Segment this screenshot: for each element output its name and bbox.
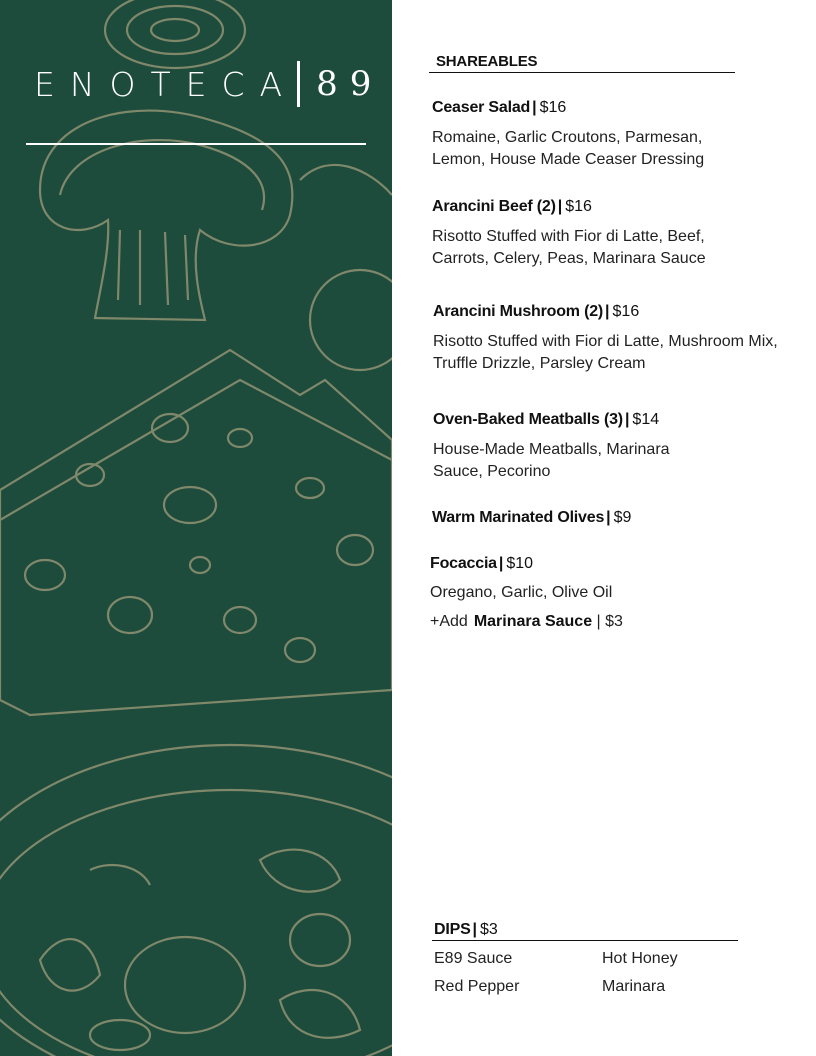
dip-item: E89 Sauce	[434, 950, 513, 967]
dips-name: DIPS	[434, 921, 471, 938]
menu-item	[432, 98, 782, 171]
item-name: Arancini Mushroom (2)	[433, 303, 604, 320]
item-separator: |	[532, 99, 537, 116]
item-price: $10	[506, 555, 534, 572]
dip-item: Red Pepper	[434, 978, 520, 995]
item-title	[430, 554, 780, 574]
food-illustration	[0, 0, 392, 1056]
menu-item	[430, 554, 780, 604]
item-description: Romaine, Garlic Croutons, Parmesan, Lemon, House Made Ceaser Dressing	[432, 129, 705, 168]
item-separator: |	[557, 198, 563, 215]
dip-item: Marinara	[602, 978, 666, 995]
dips-title	[434, 920, 784, 940]
item-title	[432, 508, 782, 528]
item-title	[432, 197, 782, 217]
item-name: Focaccia	[430, 555, 497, 572]
item-separator: |	[606, 509, 611, 526]
dips-price: $3	[480, 921, 498, 938]
brand-logo	[34, 58, 383, 110]
item-name: Warm Marinated Olives	[432, 509, 605, 526]
item-title	[433, 410, 783, 430]
item-name: Oven-Baked Meatballs (3)	[433, 411, 623, 428]
item-separator: |	[605, 303, 610, 320]
item-description: Risotto Stuffed with Fior di Latte, Mushroom Mix, Truffle Drizzle, Parsley Cream	[433, 333, 778, 372]
brand-word: ENOTECA	[34, 64, 298, 104]
decorative-panel	[0, 0, 392, 1056]
menu-item	[433, 302, 783, 375]
brand-number: 89	[316, 64, 384, 104]
dip-item: Hot Honey	[602, 950, 678, 967]
dips-rule	[432, 940, 738, 941]
item-description: House-Made Meatballs, Marinara Sauce, Pecorino	[433, 441, 670, 480]
item-price: $9	[613, 509, 632, 526]
item-price: $16	[539, 99, 567, 116]
brand-divider	[297, 61, 300, 107]
addon-line	[430, 612, 623, 632]
item-separator: |	[624, 411, 630, 428]
item-description: Risotto Stuffed with Fior di Latte, Beef, Carrots, Celery, Peas, Marinara Sauce	[432, 228, 706, 267]
dips-heading	[434, 920, 784, 940]
item-name: Ceaser Salad	[432, 99, 531, 116]
dips-separator: |	[472, 921, 478, 938]
item-price: $16	[565, 198, 592, 215]
item-price: $14	[632, 411, 660, 428]
item-description: Oregano, Garlic, Olive Oil	[430, 584, 613, 601]
shareables-rule	[429, 72, 735, 73]
item-price: $16	[612, 303, 640, 320]
addon-prefix: +Add	[430, 613, 468, 630]
item-title	[433, 302, 783, 322]
addon-price: | $3	[596, 613, 623, 630]
menu-item	[433, 410, 783, 483]
shareables-heading: SHAREABLES	[436, 53, 538, 70]
addon-name: Marinara Sauce	[473, 613, 593, 630]
item-name: Arancini Beef (2)	[432, 198, 556, 215]
brand-underline	[26, 143, 366, 145]
menu-item	[432, 508, 782, 528]
item-title	[432, 98, 782, 118]
item-separator: |	[498, 555, 504, 572]
menu-item	[432, 197, 782, 270]
